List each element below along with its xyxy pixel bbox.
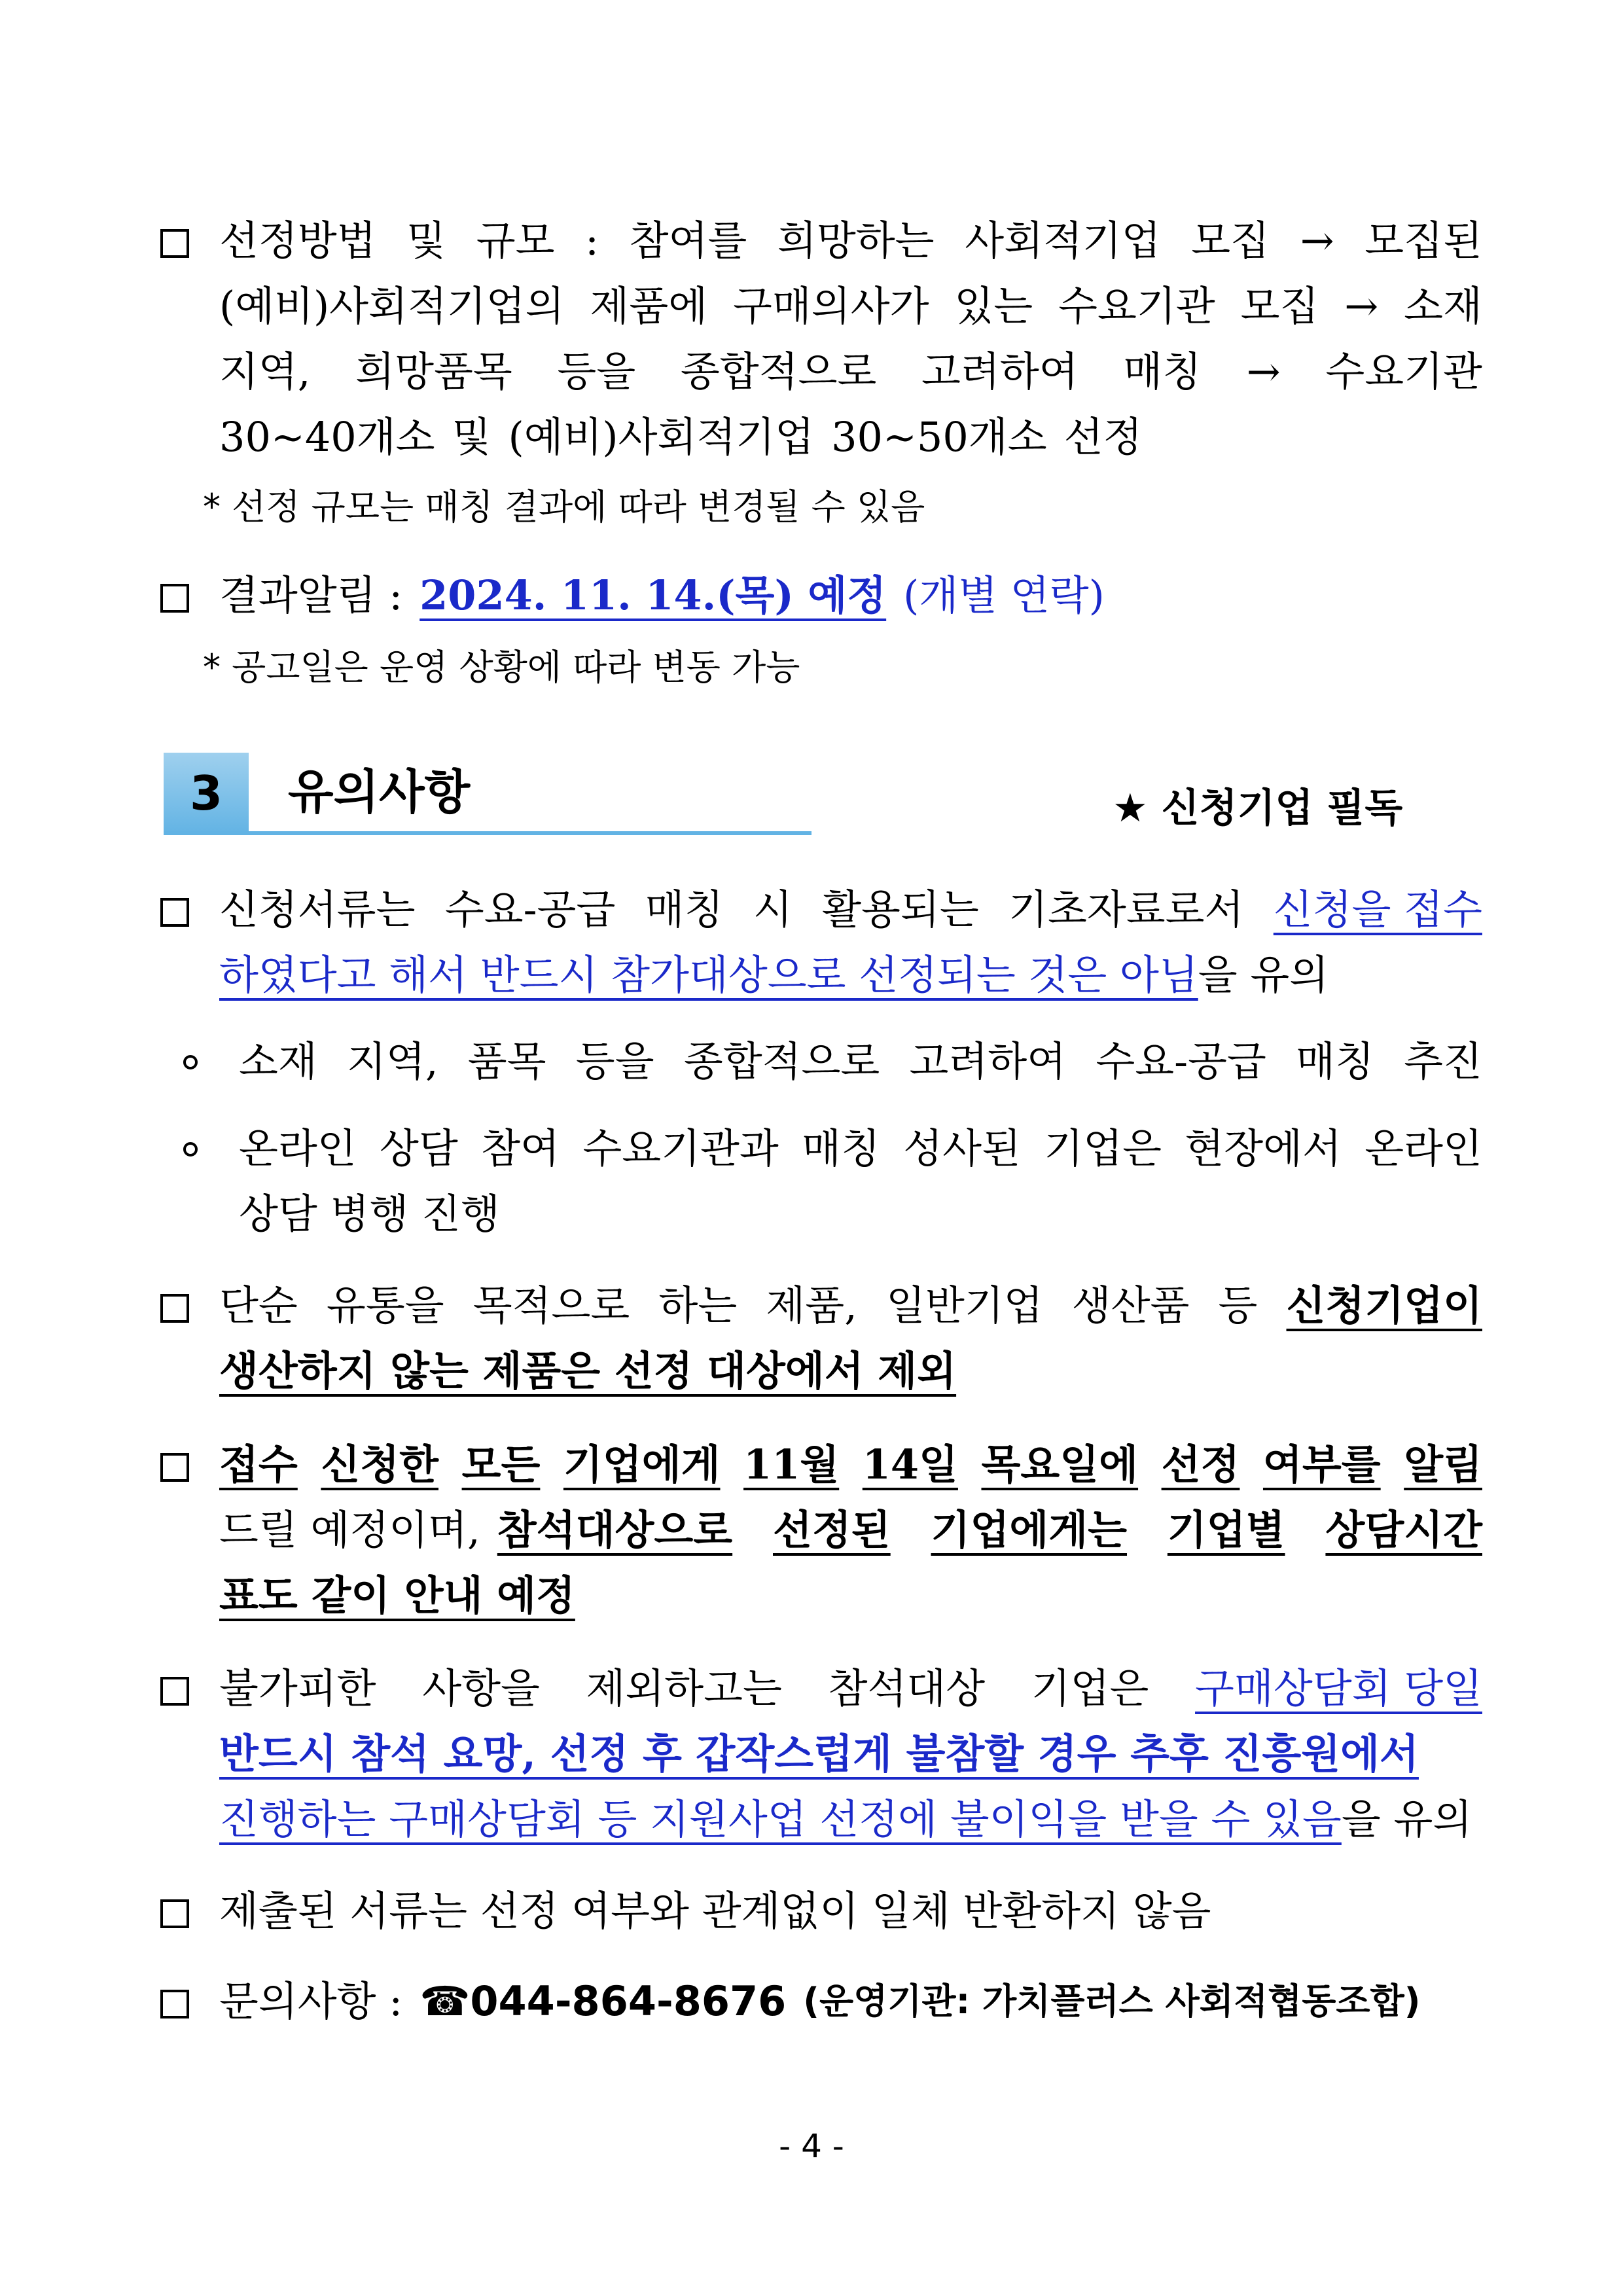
item3-line-2-emphasis: [497, 1498, 1482, 1563]
sub-item-word: 등을: [575, 1037, 654, 1085]
checkbox-square-icon: [160, 1294, 189, 1323]
selection-word: 사회적기업: [965, 217, 1161, 264]
result-label: 결과알림 :: [219, 571, 403, 619]
item1-emphasis-start: 신청을 접수: [1273, 886, 1482, 933]
sub-item-word: 참여: [481, 1124, 560, 1172]
selection-word: 선정방법: [219, 217, 376, 264]
sub-item-word: 고려하여: [909, 1037, 1067, 1085]
selection-word: 종합적으로: [680, 348, 877, 395]
selection-line-4: [160, 404, 1482, 470]
sub-item-word: 수요-공급: [1096, 1037, 1266, 1085]
item3-word: 여부를: [1262, 1441, 1381, 1488]
item3-word: 기업에게: [563, 1441, 721, 1488]
item4-word: 사항을: [422, 1664, 540, 1712]
item2-word: 하는: [658, 1282, 738, 1329]
selection-word: 선정: [1063, 413, 1143, 461]
item2-emphasis: 생산하지 않는 제품은 선정 대상에서 제외: [219, 1347, 957, 1395]
item1-word: 시: [753, 886, 793, 933]
item3-line-3: 표도 같이 안내 예정: [219, 1571, 575, 1619]
sub-item-word: 성사된: [903, 1124, 1021, 1172]
sub-item-word: 지역,: [347, 1037, 438, 1085]
selection-word: (예비)사회적기업의: [219, 282, 565, 330]
item2-word: 생산품: [1071, 1282, 1190, 1329]
selection-word: 희망하는: [777, 217, 935, 264]
selection-word: 및: [406, 217, 446, 264]
sub-item-word: 온라인: [1364, 1124, 1482, 1172]
item3-emphasis-word: 기업별: [1167, 1506, 1285, 1554]
sub-item-1-line: [183, 1029, 1482, 1094]
notice-item-4: [160, 1656, 1482, 1852]
item2-word: 유통을: [326, 1282, 444, 1329]
item1-word: 활용되는: [822, 886, 979, 933]
selection-word: 및: [452, 413, 491, 461]
section-number: 3: [164, 753, 249, 834]
sub-item-1: [183, 1029, 1482, 1094]
selection-word: 소재: [1404, 282, 1482, 330]
selection-word: 구매의사가: [733, 282, 929, 330]
contact-paragraph: [160, 1969, 1482, 2034]
selection-word: →: [1246, 348, 1281, 395]
notice-item-2: [160, 1273, 1482, 1404]
item4-word: 기업은: [1031, 1664, 1149, 1712]
notice-item-1: [160, 877, 1482, 1008]
contact-phone[interactable]: ☎044-864-8676: [419, 1977, 787, 2025]
item5-text: 제출된 서류는 선정 여부와 관계없이 일체 반환하지 않음: [219, 1887, 1211, 1935]
item1-line-1: [160, 877, 1482, 942]
item1-word: 수요-공급: [444, 886, 616, 933]
selection-word: 참여를: [629, 217, 747, 264]
sub-item-word: 매칭: [1296, 1037, 1374, 1085]
contact-organization: (운영기관: 가치플러스 사회적협동조합): [803, 1981, 1421, 2022]
sub-item-word: 상담: [380, 1124, 458, 1172]
selection-word: 모집: [1191, 217, 1270, 264]
sub-item-word: 매칭: [802, 1124, 880, 1172]
selection-word: 등을: [557, 348, 636, 395]
item2-word: 단순: [219, 1282, 298, 1329]
notice-item-3: [160, 1432, 1482, 1628]
item4-line-3-tail: 을 유의: [1341, 1795, 1472, 1843]
result-date: 2024. 11. 14.(목) 예정: [419, 571, 887, 619]
sub-item-word: 추진: [1404, 1037, 1482, 1085]
item1-word: 신청서류는: [219, 886, 416, 933]
selection-line-1: [160, 208, 1482, 274]
item3-emphasis-word: 참석대상으로: [497, 1506, 733, 1554]
selection-word: 모집: [1240, 282, 1319, 330]
sub-item-word: 수요기관과: [582, 1124, 779, 1172]
contact-label: 문의사항 :: [219, 1977, 403, 2025]
item1-word: 매칭: [645, 886, 724, 933]
item3-word: 알림: [1404, 1441, 1482, 1488]
selection-word: (예비)사회적기업: [508, 413, 815, 461]
item4-word: 제외하고는: [586, 1664, 782, 1712]
sub-item-word: 종합적으로: [683, 1037, 880, 1085]
notice-item-5: [160, 1878, 1482, 1944]
sub-item-word: 기업은: [1044, 1124, 1162, 1172]
item4-line-1: [160, 1656, 1482, 1721]
selection-word: 30~50개소: [831, 413, 1047, 461]
checkbox-square-icon: [160, 898, 189, 927]
selection-word: :: [585, 217, 599, 264]
section-title: 유의사항: [288, 764, 471, 819]
item4-emphasis-start: 구매상담회 당일: [1195, 1664, 1482, 1712]
item2-word: 제품,: [766, 1282, 857, 1329]
item4-word: 불가피한: [219, 1664, 376, 1712]
sub-item-2: [183, 1116, 1482, 1247]
page-number: - 4 -: [779, 2127, 844, 2165]
item3-word: 14일: [862, 1441, 958, 1488]
item4-word: 참석대상: [828, 1664, 986, 1712]
item3-emphasis-word: 기업에게는: [931, 1506, 1128, 1554]
selection-line-3: [160, 339, 1482, 404]
item3-word: 11월: [743, 1441, 840, 1488]
item3-emphasis-word: 선정된: [773, 1506, 891, 1554]
item3-word: 모든: [461, 1441, 541, 1488]
selection-line-2: [160, 274, 1482, 339]
sub-item-word: 소재: [239, 1037, 317, 1085]
sub-item-2-line-2: 상담 병행 진행: [239, 1190, 500, 1238]
item4-line-3-emphasis: 진행하는 구매상담회 등 지원사업 선정에 불이익을 받을 수 있음: [219, 1795, 1342, 1843]
checkbox-square-icon: [160, 1677, 189, 1706]
item3-word: 목요일에: [981, 1441, 1139, 1488]
sub-item-word: 온라인: [239, 1124, 357, 1172]
selection-word: 있는: [954, 282, 1033, 330]
sub-item-word: 현장에서: [1185, 1124, 1342, 1172]
selection-note: * 선정 규모는 매칭 결과에 따라 변경될 수 있음: [203, 486, 925, 528]
checkbox-square-icon: [160, 584, 189, 613]
item4-line-2: 반드시 참석 요망, 선정 후 갑작스럽게 불참할 경우 추후 진흥원에서: [219, 1730, 1419, 1778]
selection-word: 수요기관: [1325, 348, 1482, 395]
selection-word: 30~40개소: [219, 413, 435, 461]
item2-word: 일반기업: [885, 1282, 1043, 1329]
selection-word: 희망품목: [355, 348, 512, 395]
selection-word: 모집된: [1364, 217, 1482, 264]
item3-word: 접수: [219, 1441, 298, 1488]
circle-bullet-icon: [183, 1055, 198, 1069]
section-rule: [164, 831, 812, 835]
item3-line-1: [160, 1432, 1482, 1498]
selection-method-paragraph: [160, 208, 1482, 470]
item2-emphasis-start: 신청기업이: [1286, 1282, 1482, 1329]
selection-word: →: [1300, 217, 1334, 264]
item2-word: 목적으로: [473, 1282, 630, 1329]
item2-word: 등: [1218, 1282, 1258, 1329]
checkbox-square-icon: [160, 1899, 189, 1928]
selection-word: →: [1344, 282, 1379, 330]
selection-word: 지역,: [219, 348, 311, 395]
checkbox-square-icon: [160, 1453, 189, 1482]
item1-word: 기초자료로서: [1008, 886, 1244, 933]
item2-line-1: [160, 1273, 1482, 1338]
item3-word: 신청한: [321, 1441, 439, 1488]
selection-word: 고려하여: [921, 348, 1079, 395]
circle-bullet-icon: [183, 1142, 198, 1157]
selection-word: 수요기관: [1058, 282, 1215, 330]
checkbox-square-icon: [160, 1990, 189, 2018]
item1-tail: 을 유의: [1198, 951, 1329, 999]
result-suffix: (개별 연락): [903, 571, 1105, 619]
item3-line-2-plain: 드릴 예정이며,: [219, 1506, 480, 1554]
selection-word: 매칭: [1123, 348, 1202, 395]
result-note: * 공고일은 운영 상황에 따라 변동 가능: [203, 647, 800, 688]
must-read-label: ★ 신청기업 필독: [1113, 785, 1403, 831]
sub-item-word: 품목: [467, 1037, 546, 1085]
item3-emphasis-word: 상담시간: [1325, 1506, 1482, 1554]
selection-word: 규모: [476, 217, 555, 264]
sub-item-2-line-1: [183, 1116, 1482, 1181]
item3-word: 선정: [1161, 1441, 1240, 1488]
item1-emphasis: 하였다고 해서 반드시 참가대상으로 선정되는 것은 아님: [219, 951, 1198, 999]
checkbox-square-icon: [160, 229, 189, 258]
result-paragraph: [160, 563, 1482, 628]
selection-word: 제품에: [590, 282, 708, 330]
